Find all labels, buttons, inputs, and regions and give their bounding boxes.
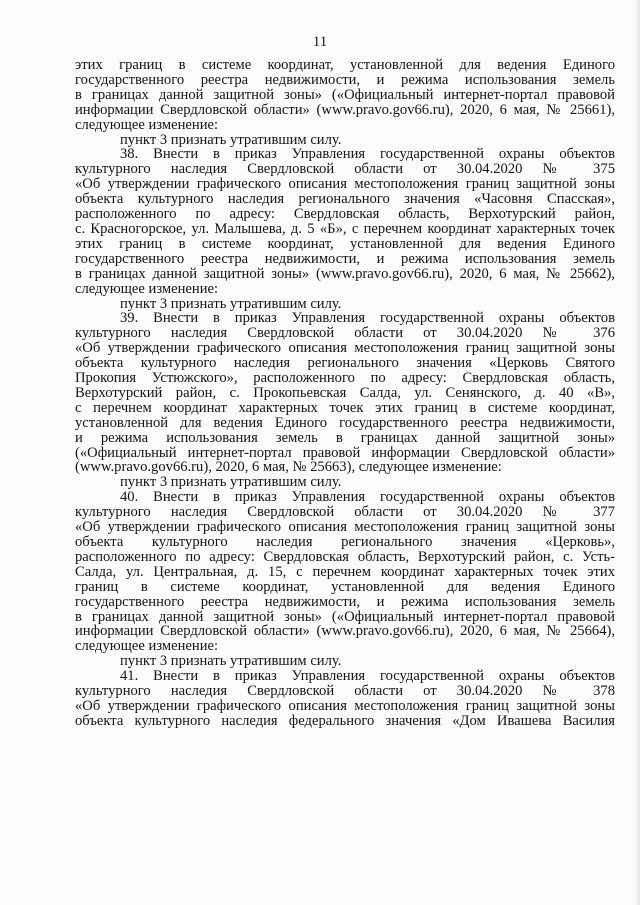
text-line: с перечнем координат характерных точек этих границ в системе координат,	[75, 399, 615, 416]
text-line: «Об утверждении графического описания местоположения границ защитной зоны	[75, 519, 615, 536]
text-line: («Официальный интернет-портал правовой информации Свердловской области»	[75, 444, 615, 461]
text-line: объекта культурного наследия регионального значения «Часовня Спасская»,	[75, 191, 615, 208]
item-40	[75, 490, 615, 654]
text-line: границ в системе координат, установленной для ведения Единого	[75, 578, 615, 595]
text-line: 41. Внести в приказ Управления государственной охраны объектов	[120, 668, 615, 685]
text-line: культурного наследия Свердловской области от 30.04.2020 № 375	[75, 161, 615, 178]
text-line: «Об утверждении графического описания местоположения границ защитной зоны	[75, 697, 615, 714]
text-line: следующее изменение:	[75, 116, 219, 133]
text-line: в границах данной защитной зоны» (www.pravo.gov66.ru), 2020, 6 мая, № 25662),	[75, 265, 615, 282]
text-line: государственного реестра недвижимости, и режима использования земель	[75, 250, 615, 267]
text-line: пункт 3 признать утратившим силу.	[120, 474, 342, 491]
text-line: 39. Внести в приказ Управления государственной охраны объектов	[120, 310, 615, 327]
text-line: пункт 3 признать утратившим силу.	[120, 131, 342, 148]
text-line: объекта культурного наследия федерального значения «Дом Ивашева Василия	[75, 712, 615, 729]
text-line: информации Свердловской области» (www.pravo.gov66.ru), 2020, 6 мая, № 25661),	[75, 101, 615, 118]
text-line: Верхотурский район, с. Прокопьевская Салда, ул. Сенянского, д. 40 «В»,	[75, 384, 615, 401]
text-line: этих границ в системе координат, установленной для ведения Единого	[75, 235, 615, 252]
text-line: 38. Внести в приказ Управления государственной охраны объектов	[120, 146, 615, 163]
text-line: государственного реестра недвижимости, и режима использования земель	[75, 71, 615, 88]
text-line: расположенного по адресу: Свердловская область, Верхотурский район,	[75, 206, 615, 223]
text-line: пункт 3 признать утратившим силу.	[120, 653, 342, 670]
text-line: с. Красногорское, ул. Малышева, д. 5 «Б», с перечнем координат характерных точек	[75, 220, 615, 237]
text-line: объекта культурного наследия регионального значения «Церковь Святого	[75, 355, 615, 372]
item-41	[75, 669, 615, 729]
text-line: в границах данной защитной зоны» («Официальный интернет-портал правовой	[75, 86, 615, 103]
scan-edge-shadow	[634, 0, 640, 905]
item-38	[75, 147, 615, 296]
text-line: и режима использования земель в границах данной защитной зоны»	[75, 429, 615, 446]
text-line: 40. Внести в приказ Управления государственной охраны объектов	[120, 489, 615, 506]
text-line: культурного наследия Свердловской области от 30.04.2020 № 378	[75, 683, 615, 700]
text-line: культурного наследия Свердловской области от 30.04.2020 № 376	[75, 325, 615, 342]
text-line: государственного реестра недвижимости, и режима использования земель	[75, 593, 615, 610]
text-line: «Об утверждении графического описания местоположения границ защитной зоны	[75, 340, 615, 357]
text-line: культурного наследия Свердловской области от 30.04.2020 № 377	[75, 504, 615, 521]
item-39-change	[75, 475, 615, 490]
text-line: расположенного по адресу: Свердловская область, Верхотурский район, с. Усть-	[75, 548, 615, 565]
text-line: следующее изменение:	[75, 280, 219, 297]
text-line: Салда, ул. Центральная, д. 15, с перечнем координат характерных точек этих	[75, 563, 615, 580]
text-line: «Об утверждении графического описания местоположения границ защитной зоны	[75, 176, 615, 193]
text-line: установленной для ведения Единого государственного реестра недвижимости,	[75, 414, 615, 431]
continuation-paragraph	[75, 58, 615, 133]
text-line: следующее изменение:	[75, 638, 219, 655]
text-line: (www.pravo.gov66.ru), 2020, 6 мая, № 25663), следующее изменение:	[75, 459, 502, 476]
text-line: этих границ в системе координат, установленной для ведения Единого	[75, 57, 615, 73]
text-line: информации Свердловской области» (www.pravo.gov66.ru), 2020, 6 мая, № 25664),	[75, 623, 615, 640]
item-39	[75, 311, 615, 475]
text-line: пункт 3 признать утратившим силу.	[120, 295, 342, 312]
text-line: объекта культурного наследия регионального значения «Церковь»,	[75, 534, 615, 550]
text-line: Прокопия Устюжского», расположенного по адресу: Свердловская область,	[75, 370, 615, 387]
item-38-change	[75, 297, 615, 312]
item-37-change	[75, 133, 615, 148]
item-40-change	[75, 654, 615, 669]
document-body	[75, 58, 615, 729]
page-number: 11	[312, 34, 328, 50]
text-line: в границах данной защитной зоны» («Официальный интернет-портал правовой	[75, 608, 615, 625]
